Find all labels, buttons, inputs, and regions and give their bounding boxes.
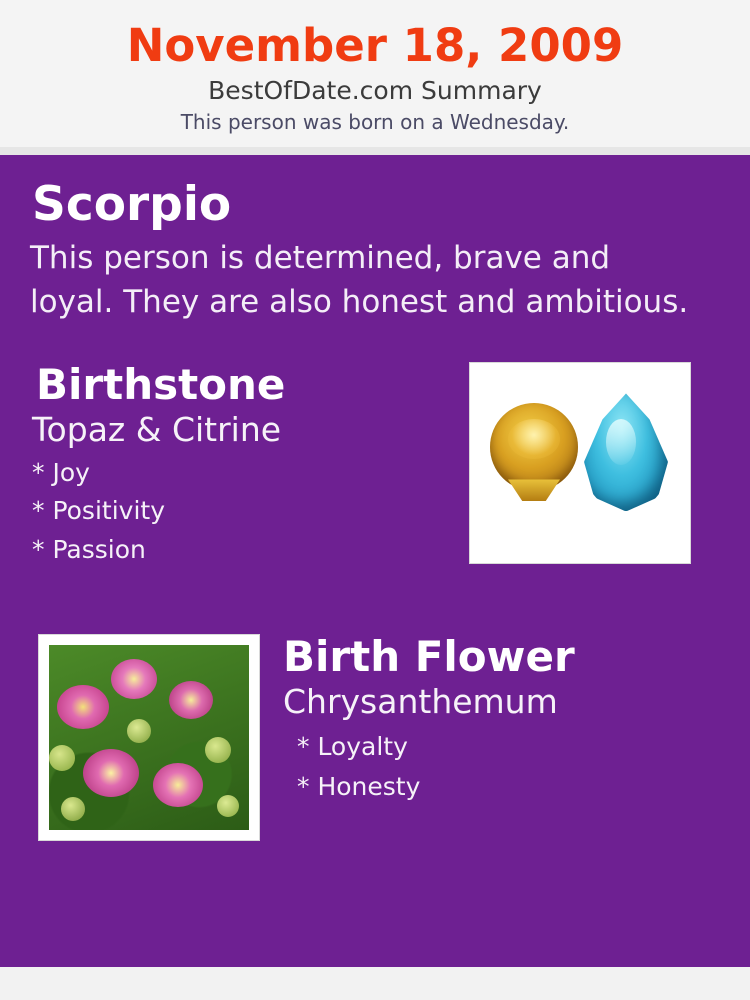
birthstone-section (0, 362, 750, 592)
header-divider (0, 147, 750, 155)
birthstone-photo-inner (482, 375, 678, 551)
page-title: November 18, 2009 (126, 19, 624, 72)
page-header (0, 0, 750, 147)
birthstone-trait: * Passion (32, 535, 146, 565)
birth-flower-text (283, 634, 720, 802)
birth-flower-photo (38, 634, 260, 841)
birthstone-name: Topaz & Citrine (32, 409, 282, 449)
summary-panel (0, 155, 750, 967)
citrine-gem-icon (490, 403, 578, 491)
zodiac-section (0, 155, 750, 325)
birth-flower-section (0, 634, 750, 864)
topaz-gem-icon (584, 393, 668, 511)
birthstone-trait: * Joy (32, 457, 90, 487)
birth-flower-photo-inner (49, 645, 249, 830)
zodiac-sign-name: Scorpio (32, 176, 232, 232)
birth-weekday-note: This person was born on a Wednesday. (180, 109, 570, 134)
birth-flower-trait: * Honesty (297, 772, 421, 802)
zodiac-description: This person is determined, brave and loyal. They are also honest and ambitious. (30, 240, 689, 321)
birth-flower-trait: * Loyalty (297, 731, 408, 761)
citrine-gem-base (508, 479, 560, 501)
birth-flower-name: Chrysanthemum (283, 681, 558, 721)
birthstone-heading: Birthstone (36, 360, 286, 410)
birthstone-photo (469, 362, 691, 564)
site-summary-subtitle: BestOfDate.com Summary (208, 76, 542, 106)
birthstone-trait: * Positivity (32, 496, 165, 526)
birth-flower-heading: Birth Flower (283, 632, 575, 682)
